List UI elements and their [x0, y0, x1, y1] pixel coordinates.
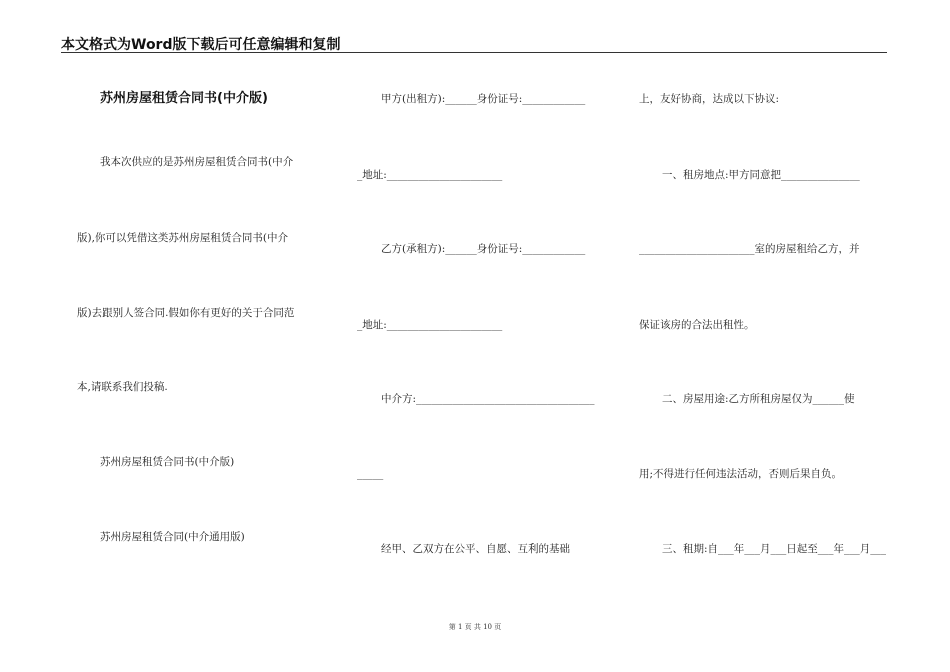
intro-line-1: 我本次供应的是苏州房屋租赁合同书(中介: [100, 156, 294, 168]
clause-1-line-1: 一、租房地点:甲方同意把_______________: [662, 169, 860, 181]
document-header-title: 本文格式为Word版下载后可任意编辑和复制: [61, 37, 341, 53]
clause-2-line-1: 二、房屋用途:乙方所租房屋仅为______使: [662, 393, 855, 405]
contract-title: 苏州房屋租赁合同书(中介版): [100, 91, 268, 106]
intro-line-4: 本,请联系我们投稿.: [77, 381, 168, 393]
clause-1-line-3: 保证该房的合法出租性。: [639, 319, 755, 331]
intro-line-2: 版),你可以凭借这类苏州房屋租赁合同书(中介: [77, 232, 289, 244]
clause-1-line-2: ______________________室的房屋租给乙方，并: [639, 243, 860, 255]
clause-2-line-2: 用;不得进行任何违法活动，否则后果自负。: [639, 468, 843, 480]
agent-line: 中介方:__________________________________: [381, 393, 595, 405]
agreement-preamble-line: 经甲、乙双方在公平、自愿、互利的基础: [381, 543, 570, 555]
subtitle-line-1: 苏州房屋租赁合同书(中介版): [100, 456, 235, 468]
clause-3-line-1: 三、租期:自___年___月___日起至___年___月___: [662, 543, 887, 555]
page-number-footer: 第 1 页 共 10 页: [448, 623, 502, 631]
party-a-line: 甲方(出租方):______身份证号:____________: [381, 93, 586, 105]
header-divider: [61, 52, 887, 53]
preamble-continuation: 上，友好协商，达成以下协议:: [639, 93, 780, 105]
agent-line-continuation: _____: [357, 468, 384, 480]
party-a-address-line: _地址:______________________: [357, 169, 503, 181]
party-b-line: 乙方(承租方):______身份证号:____________: [381, 243, 586, 255]
party-b-address-line: _地址:______________________: [357, 319, 503, 331]
intro-line-3: 版)去跟别人签合同.假如你有更好的关于合同范: [77, 307, 295, 319]
subtitle-line-2: 苏州房屋租赁合同(中介通用版): [100, 531, 245, 543]
